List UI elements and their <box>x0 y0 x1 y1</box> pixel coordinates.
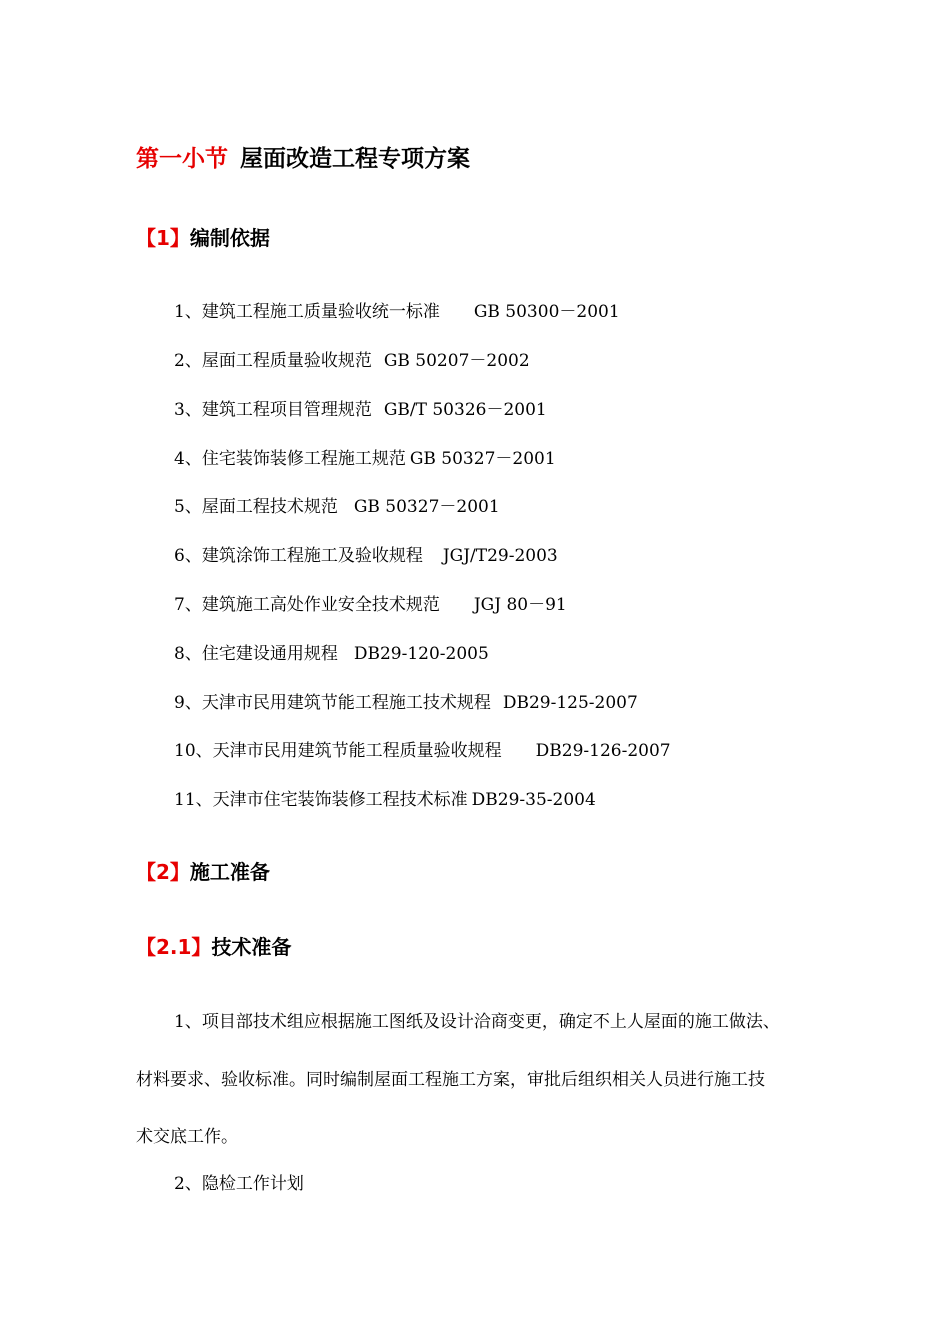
reference-item <box>174 690 638 716</box>
reference-name: 5、屋面工程技术规范 <box>174 497 338 517</box>
reference-item <box>174 543 558 569</box>
reference-code: GB 50327－2001 <box>409 449 556 469</box>
reference-item <box>174 494 500 520</box>
heading-text: 编制依据 <box>189 226 270 250</box>
reference-item <box>174 348 530 374</box>
reference-name: 1、建筑工程施工质量验收统一标准 <box>174 302 440 322</box>
paragraph-line: 2、隐检工作计划 <box>174 1174 304 1194</box>
paragraph-line: 材料要求、验收标准。同时编制屋面工程施工方案，审批后组织相关人员进行施工技 <box>136 1070 765 1090</box>
reference-code: DB29-126-2007 <box>535 741 671 761</box>
heading-number: 【1】 <box>136 226 190 250</box>
reference-code: GB 50300－2001 <box>473 302 620 322</box>
reference-code: DB29-120-2005 <box>353 644 489 664</box>
reference-name: 8、住宅建设通用规程 <box>174 644 338 664</box>
reference-item <box>174 397 547 423</box>
reference-name: 6、建筑涂饰工程施工及验收规程 <box>174 546 423 566</box>
reference-item <box>174 787 596 813</box>
reference-name: 7、建筑施工高处作业安全技术规范 <box>174 595 440 615</box>
reference-name: 2、屋面工程质量验收规范 <box>174 351 372 371</box>
heading-construction-preparation <box>136 857 270 887</box>
heading-text: 施工准备 <box>189 860 270 884</box>
heading-text: 技术准备 <box>211 935 292 959</box>
heading-number: 【2.1】 <box>136 935 212 959</box>
reference-code: GB 50207－2002 <box>383 351 530 371</box>
reference-name: 9、天津市民用建筑节能工程施工技术规程 <box>174 693 491 713</box>
reference-item <box>174 641 489 667</box>
paragraph-line: 术交底工作。 <box>136 1127 238 1147</box>
reference-code: DB29-35-2004 <box>471 790 596 810</box>
reference-name: 10、天津市民用建筑节能工程质量验收规程 <box>174 741 502 761</box>
reference-item <box>174 299 620 325</box>
reference-code: JGJ 80－91 <box>473 595 567 615</box>
section-number: 第一小节 <box>136 146 228 172</box>
reference-code: GB/T 50326－2001 <box>383 400 547 420</box>
reference-item <box>174 446 556 472</box>
paragraph-line: 1、项目部技术组应根据施工图纸及设计洽商变更，确定不上人屋面的施工做法、 <box>174 1012 780 1032</box>
section-title-text: 屋面改造工程专项方案 <box>240 146 470 172</box>
heading-number: 【2】 <box>136 860 190 884</box>
reference-item <box>174 592 567 618</box>
reference-name: 4、住宅装饰装修工程施工规范 <box>174 449 406 469</box>
section-title <box>136 142 470 176</box>
reference-name: 11、天津市住宅装饰装修工程技术标准 <box>174 790 468 810</box>
heading-compilation-basis <box>136 223 270 253</box>
reference-item <box>174 738 671 764</box>
reference-code: GB 50327－2001 <box>353 497 500 517</box>
reference-code: DB29-125-2007 <box>502 693 638 713</box>
reference-code: JGJ/T29-2003 <box>442 546 558 566</box>
reference-name: 3、建筑工程项目管理规范 <box>174 400 372 420</box>
heading-technical-preparation <box>136 932 291 962</box>
